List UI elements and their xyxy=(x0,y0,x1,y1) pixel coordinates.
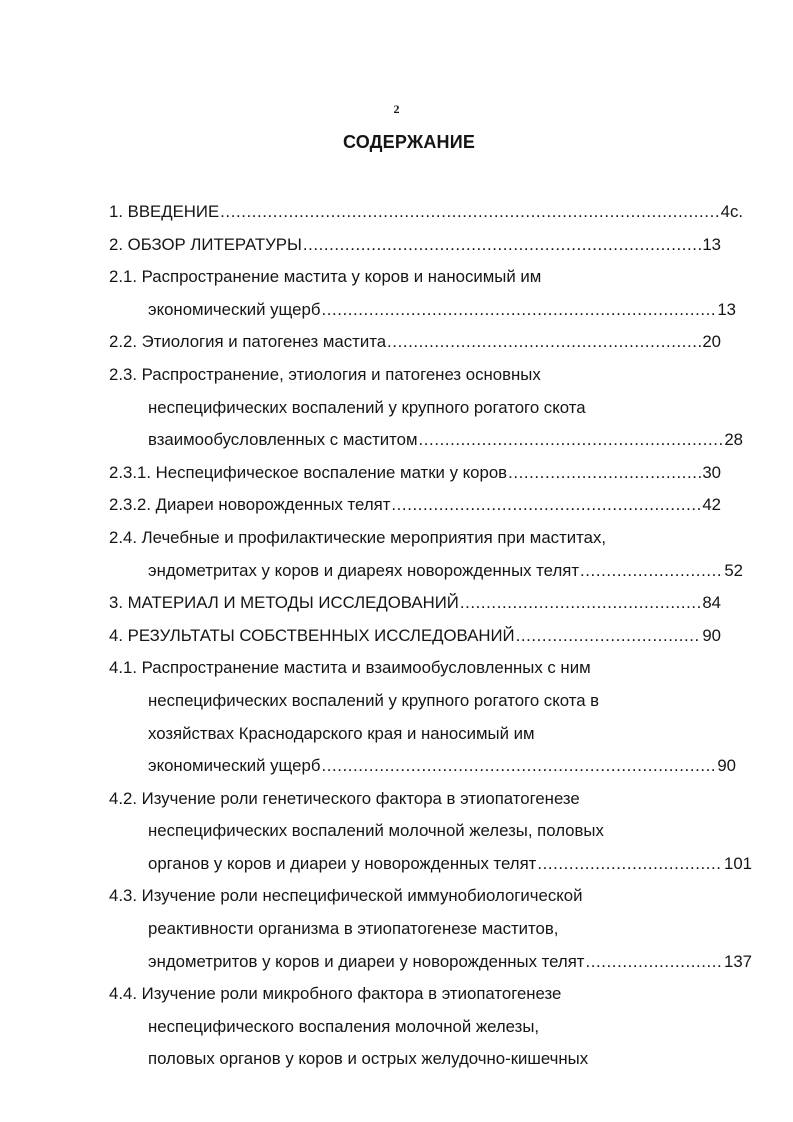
toc-entry-text: неспецифического воспаления молочной железы, xyxy=(148,1016,540,1036)
toc-entry-2 xyxy=(0,229,721,262)
toc-entry-4-3-cont xyxy=(0,913,743,946)
toc-entry-page: 30 xyxy=(702,462,721,482)
toc-entry-2-2 xyxy=(0,326,721,359)
toc-entry-text: 2.2. Этиология и патогенез мастита xyxy=(109,332,387,352)
toc-entry-2-3-cont xyxy=(0,392,743,425)
toc-entry-4-2-cont xyxy=(0,848,752,881)
toc-entry-page: 13 xyxy=(717,299,736,319)
page-number: 2 xyxy=(393,102,400,116)
toc-entry-4-3-cont xyxy=(0,946,752,979)
toc-entry-2-3-cont xyxy=(0,424,743,457)
toc-entry-text: 2.3.2. Диареи новорожденных телят xyxy=(109,495,391,515)
toc-entry-page: 90 xyxy=(702,625,721,645)
toc-entry-text: 4.4. Изучение роли микробного фактора в этиопатогенезе xyxy=(109,984,562,1004)
leader-dots xyxy=(220,196,719,229)
toc-entry-text: неспецифических воспалений молочной железы, половых xyxy=(148,821,604,841)
toc-entry-1 xyxy=(0,196,743,229)
toc-entry-page: 84 xyxy=(702,593,721,613)
toc-entry-text: взаимообусловленных с маститом xyxy=(148,430,418,450)
toc-entry-page: 20 xyxy=(702,332,721,352)
toc-entry-text: 2.3.1. Неспецифическое воспаление матки у коров xyxy=(109,462,508,482)
toc-entry-text: 3. МАТЕРИАЛ И МЕТОДЫ ИССЛЕДОВАНИЙ xyxy=(109,593,459,613)
leader-dots xyxy=(303,229,702,262)
toc-entry-page: 13 xyxy=(702,234,721,254)
leader-dots xyxy=(586,946,724,979)
toc-entry-4-4 xyxy=(0,978,793,1011)
toc-entry-text: 1. ВВЕДЕНИЕ xyxy=(109,202,220,221)
toc-entry-4-4-cont xyxy=(0,1043,743,1076)
toc-entry-page: 90 xyxy=(717,756,736,776)
toc-entry-4-2 xyxy=(0,783,793,816)
toc-entry-4-1-cont xyxy=(0,750,736,783)
toc-entry-2-3 xyxy=(0,359,793,392)
toc-entry-text: 2.3. Распространение, этиология и патогенез основных xyxy=(109,364,541,384)
leader-dots xyxy=(419,424,724,457)
toc-entry-text: 4.2. Изучение роли генетического фактора в этиопатогенезе xyxy=(109,788,580,808)
toc-entry-text: 2.4. Лечебные и профилактические мероприятия при маститах, xyxy=(109,527,607,547)
toc-entry-2-1-cont xyxy=(0,294,736,327)
toc-entry-page: 101 xyxy=(724,853,752,873)
toc-entry-text: экономический ущерб xyxy=(148,756,321,776)
toc-entry-text: эндометритов у коров и диареи у новорожденных телят xyxy=(148,951,585,971)
page-title: СОДЕРЖАНИЕ xyxy=(342,132,476,152)
toc-entry-text: 4. РЕЗУЛЬТАТЫ СОБСТВЕННЫХ ИССЛЕДОВАНИЙ xyxy=(109,625,515,645)
toc-entry-text: 2. ОБЗОР ЛИТЕРАТУРЫ xyxy=(109,234,302,254)
toc-entry-4-2-cont xyxy=(0,815,743,848)
toc-entry-2-1 xyxy=(0,261,793,294)
leader-dots xyxy=(460,587,701,620)
toc-entry-text: 4.3. Изучение роли неспецифической иммунобиологической xyxy=(109,886,583,906)
toc-entry-text: 4.1. Распространение мастита и взаимообусловленных с ним xyxy=(109,658,591,678)
toc-entry-2-4-cont xyxy=(0,555,743,588)
leader-dots xyxy=(391,489,701,522)
toc-entry-page: 42 xyxy=(702,495,721,515)
toc-entry-4-1-cont xyxy=(0,718,743,751)
leader-dots xyxy=(508,457,701,490)
toc-entry-text: неспецифических воспалений у крупного рогатого скота в xyxy=(148,690,600,710)
toc-entry-4-4-cont xyxy=(0,1011,743,1044)
toc-entry-text: хозяйствах Краснодарского края и наносимый им xyxy=(148,723,535,743)
toc-entry-page: 137 xyxy=(724,951,752,971)
toc-entry-4-3 xyxy=(0,880,793,913)
toc-entry-text: эндометритах у коров и диареях новорожденных телят xyxy=(148,560,580,580)
leader-dots xyxy=(516,620,702,653)
toc-entry-text: 2.1. Распространение мастита у коров и наносимый им xyxy=(109,267,542,287)
toc-entry-page: 4с. xyxy=(720,202,743,221)
toc-entry-text: половых органов у коров и острых желудочно-кишечных xyxy=(148,1049,589,1069)
toc-entry-page: 28 xyxy=(724,430,743,450)
toc-entry-4-1 xyxy=(0,652,793,685)
toc-entry-3 xyxy=(0,587,721,620)
toc-entry-text: органов у коров и диареи у новорожденных телят xyxy=(148,853,537,873)
toc-entry-text: экономический ущерб xyxy=(148,299,321,319)
leader-dots xyxy=(321,750,716,783)
toc-entry-2-4 xyxy=(0,522,793,555)
leader-dots xyxy=(580,555,723,588)
toc-entry-2-3-1 xyxy=(0,457,721,490)
leader-dots xyxy=(387,326,701,359)
toc-entry-text: реактивности организма в этиопатогенезе маститов, xyxy=(148,919,559,939)
toc-entry-4 xyxy=(0,620,721,653)
toc-entry-text: неспецифических воспалений у крупного рогатого скота xyxy=(148,397,586,417)
leader-dots xyxy=(537,848,723,881)
toc-entry-4-1-cont xyxy=(0,685,743,718)
table-of-contents xyxy=(0,196,793,1076)
leader-dots xyxy=(321,294,716,327)
toc-entry-page: 52 xyxy=(724,560,743,580)
toc-entry-2-3-2 xyxy=(0,489,721,522)
